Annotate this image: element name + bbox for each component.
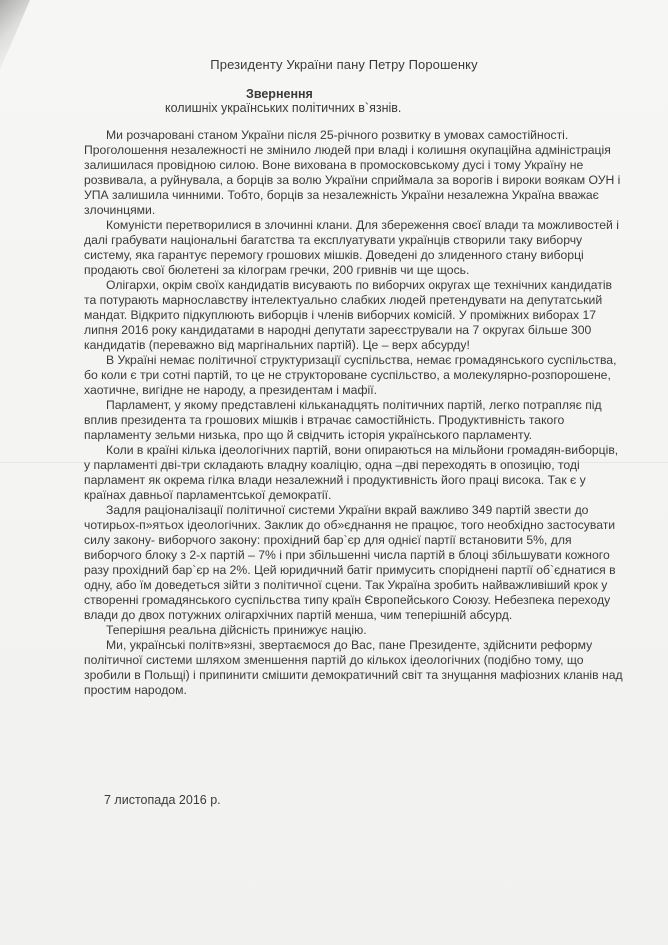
paragraph-1: Ми розчаровані станом України після 25-річного розвитку в умовах самостійності. Проголошення незалежності не змінило людей при владі і колишня окупаційна адміністрація залишилася провідною силою. Воне вихована в промосковському дусі і тому Україну не розвивала, а руйнувала, а борців за волю України сприймала за ворогів і вироки воякам ОУН і УПА залишила чинними. Тобто, борців за незалежність України незалежна Україна вважає злочинцями. (84, 128, 621, 217)
paragraph-8: Теперішня реальна дійсність принижує націю. (106, 623, 367, 637)
paragraph-6: Коли в країні кілька ідеологічних партій, вони опираються на мільйони громадян-виборців, у парламенті дві-три складають владну коаліцію, одна –дві переходять в опозицію, тоді парламент як окрема гілка влади незалежний і продуктивність його праці висока. Так є у країнах давньої парламентської демократії. (84, 443, 619, 502)
paragraph-3: Олігархи, окрім своїх кандидатів висувають по виборчих округах ще технічних кандидатів та потурають марнославству інтелектуально слабких людей претендувати на депутатський мандат. Відкрито підкуплюють виборців і членів виборчих комісій. У проміжних виборах 17 липня 2016 року кандидатами в народні депутати зареєстрували на 7 округах більше 300 кандидатів (переважно від маргінальних партій). Це – верх абсурду! (84, 278, 612, 352)
letter-heading: Звернення (246, 87, 313, 101)
addressee-text: Президенту України пану Петру Порошенку (210, 57, 478, 72)
paragraph-5: Парламент, у якому представлені кільканадцять політичних партій, легко потрапляє під вплив президента та грошових мішків і втрачає самостійність. Продуктивність такого парламенту зельми низька, про що й свідчить історія українського парламенту. (84, 398, 602, 442)
paragraph-9: Ми, українські політв»язні, звертаємося до Вас, пане Президенте, здійснити реформу політичної системи шляхом зменшення партій до кількох ідеологічних (подібно тому, що зробили в Польщі) і припинити смішити демократичний світ та знущання мафіозних кланів над простим народом. (84, 638, 623, 697)
addressee-line (0, 57, 668, 72)
letter-date: 7 листопада 2016 р. (104, 793, 221, 807)
paragraph-7: Задля раціоналізації політичної системи України вкрай важливо 349 партій звести до чотирьох-п»ятьох ідеологічних. Заклик до об»єднання не працює, того необхідно застосувати силу закону- виборчого закону: прохідний бар`єр для однієї партії встановити 5%, для виборчого блоку з 2-х партій – 7% і при збільшенні числа партій в блоці збільшувати кожного разу прохідний бар`єр на 2%. Цей юридичний батіг примусить споріднені партії об`єднатися в одну, або їм доведеться зійти з політичної сцени. Так Україна зробить найважливіший крок у створенні громадянського суспільства типу країн Європейського Союзу. Небезпека переходу влади до двох потужних олігархічних партій менша, чим теперішній абсурд. (84, 503, 616, 622)
letter-subheading: колишніх українських політичних в`язнів. (165, 101, 402, 115)
paragraph-2: Комуністи перетворилися в злочинні клани. Для збереження своєї влади та можливостей і далі грабувати національні багатства та експлуатувати українців створили таку виборчу систему, яка гарантує перемогу грошових мішків. Доведені до злиденного стану виборці продають свої бюлетені за кілограм гречки, 200 гривнів чи ще щось. (84, 218, 619, 277)
paragraph-4: В Україні немає політичної структуризації суспільства, немає громадянського суспільства, бо коли є три сотні партій, то це не структороване суспільство, а молекулярно-розпорошене, хаотичне, вигідне не народу, а президентам і мафії. (84, 353, 617, 397)
letter-body (84, 128, 624, 698)
